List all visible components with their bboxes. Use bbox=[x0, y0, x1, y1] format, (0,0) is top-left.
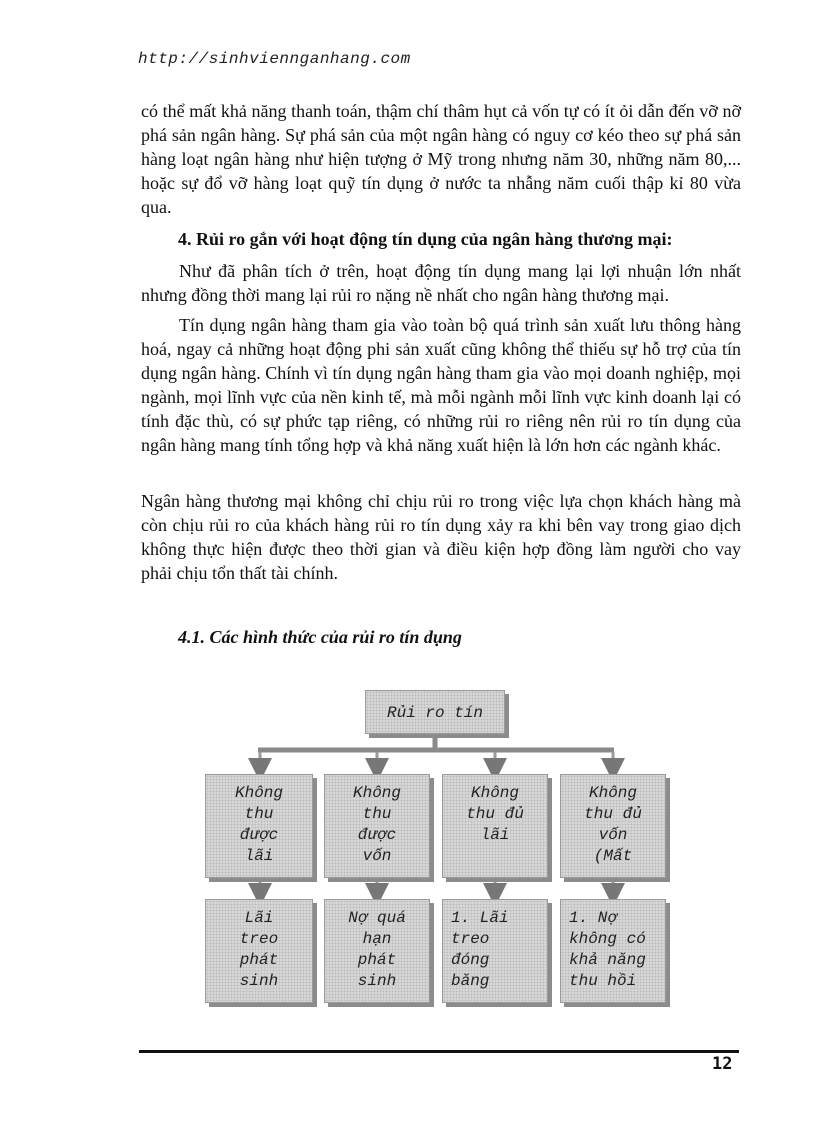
level1-box-3: Không thu đủ lãi bbox=[442, 774, 548, 878]
paragraph-3 bbox=[141, 313, 741, 457]
heading-section-4: 4. Rủi ro gắn với hoạt động tín dụng của ngân hàng thương mại: bbox=[178, 229, 673, 249]
diagram-root-box: Rủi ro tín bbox=[365, 690, 505, 734]
level2-box-1: Lãi treo phát sinh bbox=[205, 899, 313, 1003]
level2-box-4: 1. Nợ không có khả năng thu hồi bbox=[560, 899, 666, 1003]
paragraph-1-text: có thể mất khả năng thanh toán, thậm chí thâm hụt cả vốn tự có ít ỏi dẫn đến vỡ nỡ phá sản ngân hàng. Sự phá sản của một ngân hàng có nguy cơ kéo theo sự phá sản hàng loạt ngân hàng như hiện tượng ở Mỹ trong nhưng năm 30, những năm 80,... hoặc sự đổ vỡ hàng loạt quỹ tín dụng ở nước ta nhẫng năm cuối thập kỉ 80 vừa qua. bbox=[141, 101, 741, 217]
paragraph-4-text: Ngân hàng thương mại không chỉ chịu rủi ro trong việc lựa chọn khách hàng mà còn chịu rủi ro của khách hàng rủi ro tín dụng xảy ra khi bên vay trong giao dịch không thực hiện được theo thời gian và điều kiện hợp đồng làm người cho vay phải chịu tổn thất tài chính. bbox=[141, 491, 741, 583]
paragraph-4 bbox=[141, 489, 741, 585]
footer-rule bbox=[139, 1050, 739, 1053]
heading-section-4-1: 4.1. Các hình thức của rủi ro tín dụng bbox=[178, 627, 462, 647]
paragraph-2-text: Như đã phân tích ở trên, hoạt động tín dụng mang lại lợi nhuận lớn nhất nhưng đồng thời mang lại rủi ro nặng nề nhất cho ngân hàng thương mại. bbox=[141, 261, 741, 305]
level1-box-1: Không thu được lãi bbox=[205, 774, 313, 878]
level1-box-2: Không thu được vốn bbox=[324, 774, 430, 878]
paragraph-2 bbox=[141, 259, 741, 307]
header-url: http://sinhviennganhang.com bbox=[138, 50, 411, 68]
paragraph-1 bbox=[141, 99, 741, 219]
paragraph-3-text: Tín dụng ngân hàng tham gia vào toàn bộ quá trình sản xuất lưu thông hàng hoá, ngay cả những hoạt động phi sản xuất cũng không thể thiếu sự hỗ trợ của tín dụng ngân hàng. Chính vì tín dụng ngân hàng tham gia vào mọi doanh nghiệp, mọi ngành, mọi lĩnh vực của nền kinh tế, mà mỗi ngành mỗi lĩnh vực kinh doanh lại có tính đặc thù, có sự phức tạp riêng, có những rủi ro riêng nên rủi ro tín dụng của ngân hàng mang tính tổng hợp và khả năng xuất hiện là lớn hơn các ngành khác. bbox=[141, 315, 741, 455]
page-number: 12 bbox=[712, 1054, 733, 1074]
level2-box-3: 1. Lãi treo đóng băng bbox=[442, 899, 548, 1003]
level1-box-4: Không thu đủ vốn (Mất bbox=[560, 774, 666, 878]
level2-box-2: Nợ quá hạn phát sinh bbox=[324, 899, 430, 1003]
